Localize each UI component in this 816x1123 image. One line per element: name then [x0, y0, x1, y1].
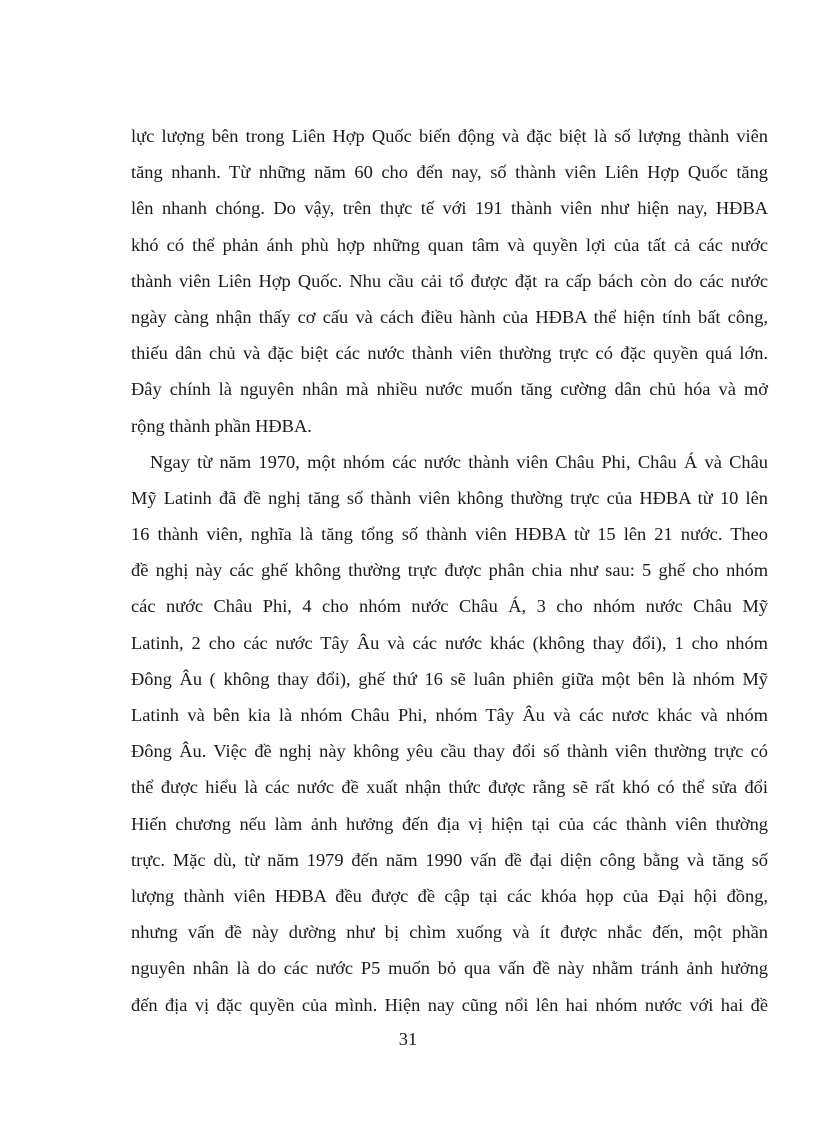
page-number: 31	[398, 1029, 418, 1049]
text-line: thiếu dân chủ và đặc biệt các nước thành viên thường trực có đặc quyền quá lớn.	[131, 343, 768, 364]
text-line: nguyên nhân là do các nước P5 muốn bỏ qua vấn đề này nhằm tránh ảnh hưởng	[131, 958, 768, 979]
text-line: các nước Châu Phi, 4 cho nhóm nước Châu Á, 3 cho nhóm nước Châu Mỹ	[131, 596, 768, 617]
text-line: ngày càng nhận thấy cơ cấu và cách điều hành của HĐBA thể hiện tính bất công,	[131, 306, 768, 327]
text-line: Đông Âu ( không thay đổi), ghế thứ 16 sẽ luân phiên giữa một bên là nhóm Mỹ	[131, 668, 768, 689]
text-line: lực lượng bên trong Liên Hợp Quốc biến động và đặc biệt là số lượng thành viên	[131, 126, 768, 146]
paragraph-first-line: Ngay từ năm 1970, một nhóm các nước thành viên Châu Phi, Châu Á và Châu	[150, 451, 768, 472]
text-line: đề nghị này các ghế không thường trực được phân chia như sau: 5 ghế cho nhóm	[131, 560, 768, 581]
text-line: rộng thành phần HĐBA.	[131, 415, 312, 436]
text-line: lên nhanh chóng. Do vậy, trên thực tế với 191 thành viên như hiện nay, HĐBA	[131, 198, 768, 219]
text-line: Latinh và bên kia là nhóm Châu Phi, nhóm Tây Âu và các nươc khác và nhóm	[131, 705, 768, 725]
text-line: thể được hiểu là các nước đề xuất nhận thức được rằng sẽ rất khó có thể sửa đổi	[131, 777, 768, 798]
text-line: 16 thành viên, nghĩa là tăng tổng số thành viên HĐBA từ 15 lên 21 nước. Theo	[131, 524, 768, 545]
text-line: Hiến chương nếu làm ảnh hưởng đến địa vị hiện tại của các thành viên thường	[131, 813, 768, 834]
text-line: đến địa vị đặc quyền của mình. Hiện nay cũng nổi lên hai nhóm nước với hai đề	[131, 994, 768, 1015]
text-line: tăng nhanh. Từ những năm 60 cho đến nay, số thành viên Liên Hợp Quốc tăng	[131, 162, 768, 183]
text-line: khó có thể phản ánh phù hợp những quan tâm và quyền lợi của tất cả các nước	[131, 234, 768, 255]
text-line: trực. Mặc dù, từ năm 1979 đến năm 1990 vấn đề đại diện công bằng và tăng số	[131, 849, 768, 870]
text-line: Đây chính là nguyên nhân mà nhiều nước muốn tăng cường dân chủ hóa và mở	[131, 379, 768, 400]
text-line: Mỹ Latinh đã đề nghị tăng số thành viên không thường trực của HĐBA từ 10 lên	[131, 487, 768, 508]
text-line: Latinh, 2 cho các nước Tây Âu và các nước khác (không thay đổi), 1 cho nhóm	[131, 632, 768, 653]
text-line: lượng thành viên HĐBA đều được đề cập tại các khóa họp của Đại hội đồng,	[131, 885, 768, 906]
text-line: thành viên Liên Hợp Quốc. Nhu cầu cải tổ được đặt ra cấp bách còn do các nước	[131, 270, 768, 291]
body-text	[131, 118, 768, 1023]
text-line: Đông Âu. Việc đề nghị này không yêu cầu thay đổi số thành viên thường trực có	[131, 741, 768, 762]
text-line: nhưng vấn đề này dường như bị chìm xuống và ít được nhắc đến, một phần	[131, 922, 768, 943]
